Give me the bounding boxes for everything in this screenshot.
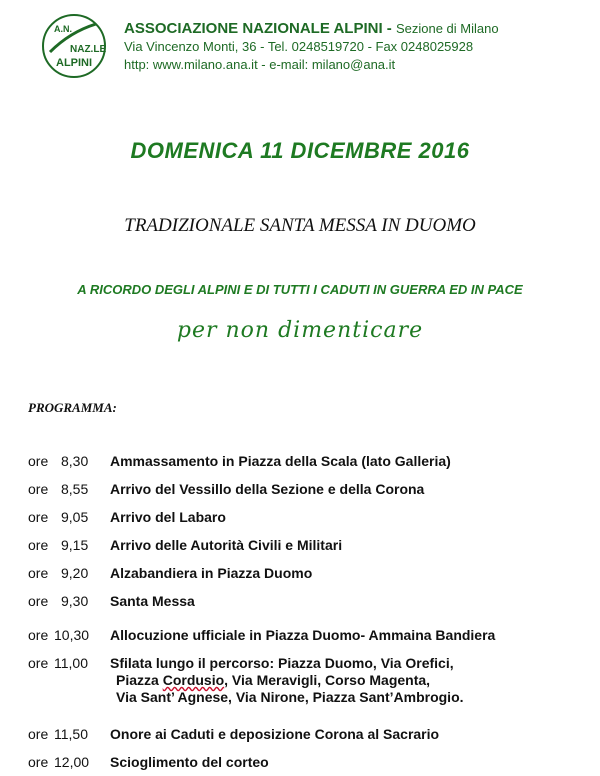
- row-time: 12,00: [54, 754, 90, 770]
- event-title: TRADIZIONALE SANTA MESSA IN DUOMO: [124, 215, 476, 236]
- route-line-2c: , Via Meravigli, Corso Magenta,: [224, 672, 431, 688]
- logo-text-mid: NAZ.LE: [70, 44, 107, 55]
- route-line-2b: Cordusio: [162, 672, 225, 688]
- row-ore: ore: [28, 537, 49, 553]
- row-time: 9,20: [61, 565, 89, 581]
- row-desc: [110, 655, 590, 706]
- row-ore: ore: [28, 453, 49, 469]
- row-ore: ore: [28, 593, 49, 609]
- row-time: 9,30: [61, 593, 89, 609]
- event-date: DOMENICA 11 DICEMBRE 2016: [130, 138, 470, 163]
- row-time: 10,30: [54, 627, 90, 643]
- row-ore: ore: [28, 565, 49, 581]
- org-web: http: www.milano.ana.it - e-mail: milano@ana.it: [124, 57, 396, 72]
- org-sep: -: [382, 20, 396, 37]
- event-motto: per non dimenticare: [176, 318, 424, 343]
- event-dedication: A RICORDO DEGLI ALPINI E DI TUTTI I CADUTI IN GUERRA ED IN PACE: [77, 282, 523, 297]
- row-desc: Onore ai Caduti e deposizione Corona al Sacrario: [110, 726, 440, 742]
- logo-text-bot: ALPINI: [56, 57, 93, 69]
- route-line-1: Sfilata lungo il percorso: Piazza Duomo, Via Orefici,: [110, 655, 454, 671]
- row-time: 8,55: [61, 481, 89, 497]
- row-ore: ore: [28, 754, 49, 770]
- org-section: Sezione di Milano: [395, 21, 499, 36]
- row-desc: Arrivo del Labaro: [110, 509, 226, 525]
- org-address: Via Vincenzo Monti, 36 - Tel. 0248519720 - Fax 0248025928: [124, 39, 474, 54]
- org-name: ASSOCIAZIONE NAZIONALE ALPINI: [124, 20, 383, 37]
- letterhead: [40, 12, 580, 82]
- row-time: 8,30: [61, 453, 89, 469]
- row-ore: ore: [28, 655, 49, 671]
- row-desc: Allocuzione ufficiale in Piazza Duomo- Ammaina Bandiera: [110, 627, 496, 643]
- row-desc: Ammassamento in Piazza della Scala (lato Galleria): [110, 453, 451, 469]
- programme-title: PROGRAMMA:: [28, 400, 117, 415]
- org-info: [124, 20, 499, 74]
- row-ore: ore: [28, 509, 49, 525]
- row-desc: Santa Messa: [110, 593, 195, 609]
- row-time: 11,00: [54, 655, 88, 671]
- row-ore: ore: [28, 481, 49, 497]
- row-ore: ore: [28, 627, 49, 643]
- row-desc: Scioglimento del corteo: [110, 754, 269, 770]
- route-line-2a: Piazza: [116, 672, 163, 688]
- row-desc: Alzabandiera in Piazza Duomo: [110, 565, 313, 581]
- route-line-3: Via Sant’ Agnese, Via Nirone, Piazza Sant’Ambrogio.: [116, 689, 464, 705]
- row-desc: Arrivo delle Autorità Civili e Militari: [110, 537, 343, 553]
- logo-text-top: A.N.: [54, 24, 72, 34]
- row-desc: Arrivo del Vessillo della Sezione e della Corona: [110, 481, 425, 497]
- row-ore: ore: [28, 726, 49, 742]
- row-time: 11,50: [54, 726, 88, 742]
- row-time: 9,05: [61, 509, 89, 525]
- row-time: 9,15: [61, 537, 89, 553]
- ana-logo-icon: [40, 12, 108, 80]
